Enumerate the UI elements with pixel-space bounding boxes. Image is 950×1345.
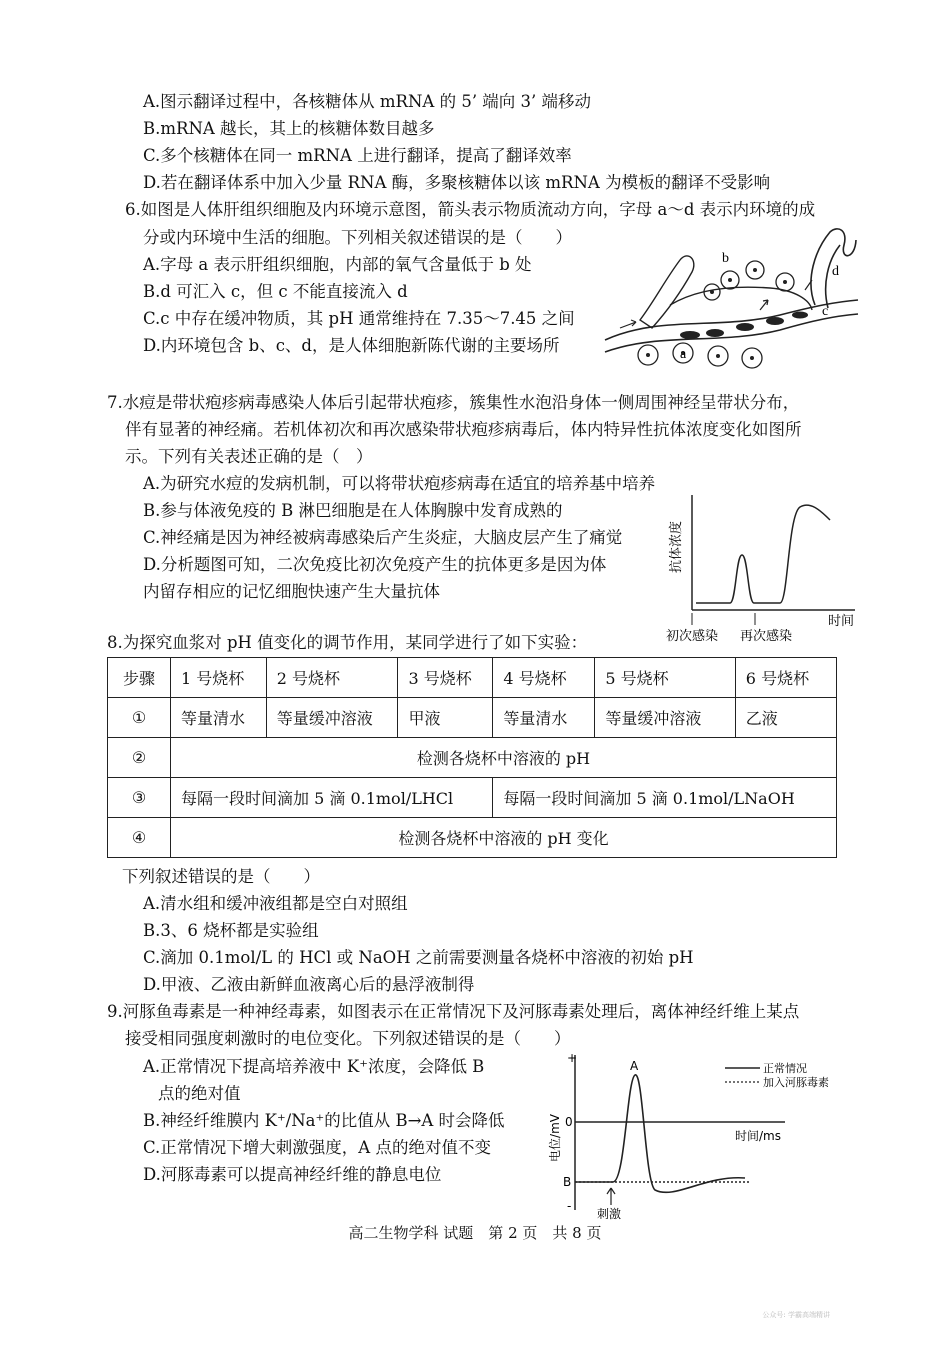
series-normal [575, 1075, 745, 1193]
table-row [108, 698, 837, 738]
q8-ask: 下列叙述错误的是（ ） [122, 867, 320, 886]
table-row [108, 778, 837, 818]
legend-normal: 正常情况 [763, 1062, 807, 1075]
table-cell: 检测各烧杯中溶液的 pH 变化 [171, 818, 837, 858]
q9-stem: 9.河豚鱼毒素是一种神经毒素，如图表示在正常情况下及河豚毒素处理后，离体神经纤维上某点 [107, 1002, 800, 1021]
ylabel: 抗体浓度 [669, 520, 684, 574]
table-cell: 等量清水 [171, 698, 267, 738]
table-cell: 2 号烧杯 [266, 658, 398, 698]
table-cell: ④ [108, 818, 171, 858]
q9-option-a: A.正常情况下提高培养液中 K⁺浓度，会降低 B [143, 1057, 485, 1076]
q7-option-d-cont: 内留存相应的记忆细胞快速产生大量抗体 [143, 582, 440, 601]
point-b-label: B [563, 1175, 572, 1189]
q6-option-c: C.c 中存在缓冲物质，其 pH 通常维持在 7.35～7.45 之间 [143, 309, 575, 328]
table-cell: 乙液 [735, 698, 836, 738]
table-cell: 每隔一段时间滴加 5 滴 0.1mol/LNaOH [493, 778, 837, 818]
table-row [108, 738, 837, 778]
q8-option-b: B.3、6 烧杯都是实验组 [143, 921, 319, 940]
table-cell: ③ [108, 778, 171, 818]
y-tick-zero: 0 [565, 1115, 573, 1129]
q9-option-c: C.正常情况下增大刺激强度，A 点的绝对值不变 [143, 1138, 491, 1157]
watermark: 公众号: 学霸高端精讲 [762, 1311, 830, 1319]
table-cell: 等量缓冲溶液 [266, 698, 398, 738]
table-cell: ② [108, 738, 171, 778]
table-header-row [108, 658, 837, 698]
table-cell: 4 号烧杯 [493, 658, 595, 698]
q6-stem-cont: 分或内环境中生活的细胞。下列相关叙述错误的是（ ） [143, 228, 572, 247]
table-cell: 6 号烧杯 [735, 658, 836, 698]
table-cell: 等量缓冲溶液 [595, 698, 735, 738]
table-cell: 5 号烧杯 [595, 658, 735, 698]
q8-stem: 8.为探究血浆对 pH 值变化的调节作用，某同学进行了如下实验： [107, 633, 588, 652]
table-cell: 步骤 [108, 658, 171, 698]
q7-stem-cont2: 示。下列有关表述正确的是（ ） [125, 447, 373, 466]
table-cell: 3 号烧杯 [398, 658, 493, 698]
ylabel: 电位/mV [548, 1114, 562, 1162]
q7-option-b: B.参与体液免疫的 B 淋巴细胞是在人体胸腺中发育成熟的 [143, 501, 563, 520]
q7-stem-cont1: 伴有显著的神经痛。若机体初次和再次感染带状疱疹病毒后，体内特异性抗体浓度变化如图所 [125, 420, 802, 439]
xlabel: 时间/ms [735, 1129, 781, 1143]
q9-option-d: D.河豚毒素可以提高神经纤维的静息电位 [143, 1165, 442, 1184]
q8-option-c: C.滴加 0.1mol/L 的 HCl 或 NaOH 之前需要测量各烧杯中溶液的初始 pH [143, 948, 694, 967]
label-c: c [822, 304, 829, 319]
label-d: d [832, 264, 839, 279]
point-a-label: A [630, 1059, 639, 1073]
q9-stem-cont: 接受相同强度刺激时的电位变化。下列叙述错误的是（ ） [125, 1029, 571, 1048]
q8-option-a: A.清水组和缓冲液组都是空白对照组 [143, 894, 408, 913]
q8-option-d: D.甲液、乙液由新鲜血液离心后的悬浮液制得 [143, 975, 475, 994]
table-cell: 每隔一段时间滴加 5 滴 0.1mol/LHCl [171, 778, 493, 818]
q6-stem: 6.如图是人体肝组织细胞及内环境示意图，箭头表示物质流动方向，字母 a～d 表示内环境的成 [125, 200, 816, 219]
table-cell: 等量清水 [493, 698, 595, 738]
antibody-chart [660, 495, 870, 645]
y-tick-plus: + [567, 1051, 578, 1065]
xlabel: 时间 [828, 614, 855, 629]
q7-option-c: C.神经痛是因为神经被病毒感染后产生炎症，大脑皮层产生了痛觉 [143, 528, 623, 547]
experiment-table [107, 657, 837, 858]
legend-ttx: 加入河豚毒素 [763, 1076, 829, 1089]
second-infection-label: 再次感染 [740, 629, 793, 644]
antibody-curve [696, 505, 830, 603]
q5-option-a: A.图示翻译过程中，各核糖体从 mRNA 的 5’ 端向 3’ 端移动 [143, 92, 592, 111]
liver-tissue-figure [600, 220, 860, 380]
label-b: b [722, 251, 729, 266]
potential-chart [545, 1050, 865, 1220]
q5-option-c: C.多个核糖体在同一 mRNA 上进行翻译，提高了翻译效率 [143, 146, 572, 165]
q7-option-d: D.分析题图可知，二次免疫比初次免疫产生的抗体更多是因为体 [143, 555, 607, 574]
q5-option-b: B.mRNA 越长，其上的核糖体数目越多 [143, 119, 435, 138]
stimulus-label: 刺激 [597, 1207, 622, 1221]
table-cell: 1 号烧杯 [171, 658, 267, 698]
q9-option-a-cont: 点的绝对值 [158, 1084, 241, 1103]
table-row [108, 818, 837, 858]
table-cell: 甲液 [398, 698, 493, 738]
table-cell: 检测各烧杯中溶液的 pH [171, 738, 837, 778]
y-tick-minus: - [567, 1199, 572, 1213]
table-cell: ① [108, 698, 171, 738]
page-footer: 高二生物学科 试题 第 2 页 共 8 页 [348, 1224, 602, 1242]
label-a: a [680, 347, 687, 362]
q7-stem: 7.水痘是带状疱疹病毒感染人体后引起带状疱疹，簇集性水泡沿身体一侧周围神经呈带状分布， [107, 393, 800, 412]
q9-option-b: B.神经纤维膜内 K⁺/Na⁺的比值从 B→A 时会降低 [143, 1111, 505, 1130]
q7-option-a: A.为研究水痘的发病机制，可以将带状疱疹病毒在适宜的培养基中培养 [143, 474, 656, 493]
q6-option-a: A.字母 a 表示肝组织细胞，内部的氧气含量低于 b 处 [143, 255, 532, 274]
q5-option-d: D.若在翻译体系中加入少量 RNA 酶，多聚核糖体以该 mRNA 为模板的翻译不受影响 [143, 173, 771, 192]
q6-option-b: B.d 可汇入 c，但 c 不能直接流入 d [143, 282, 408, 301]
first-infection-label: 初次感染 [666, 629, 719, 644]
q6-option-d: D.内环境包含 b、c、d，是人体细胞新陈代谢的主要场所 [143, 336, 560, 355]
